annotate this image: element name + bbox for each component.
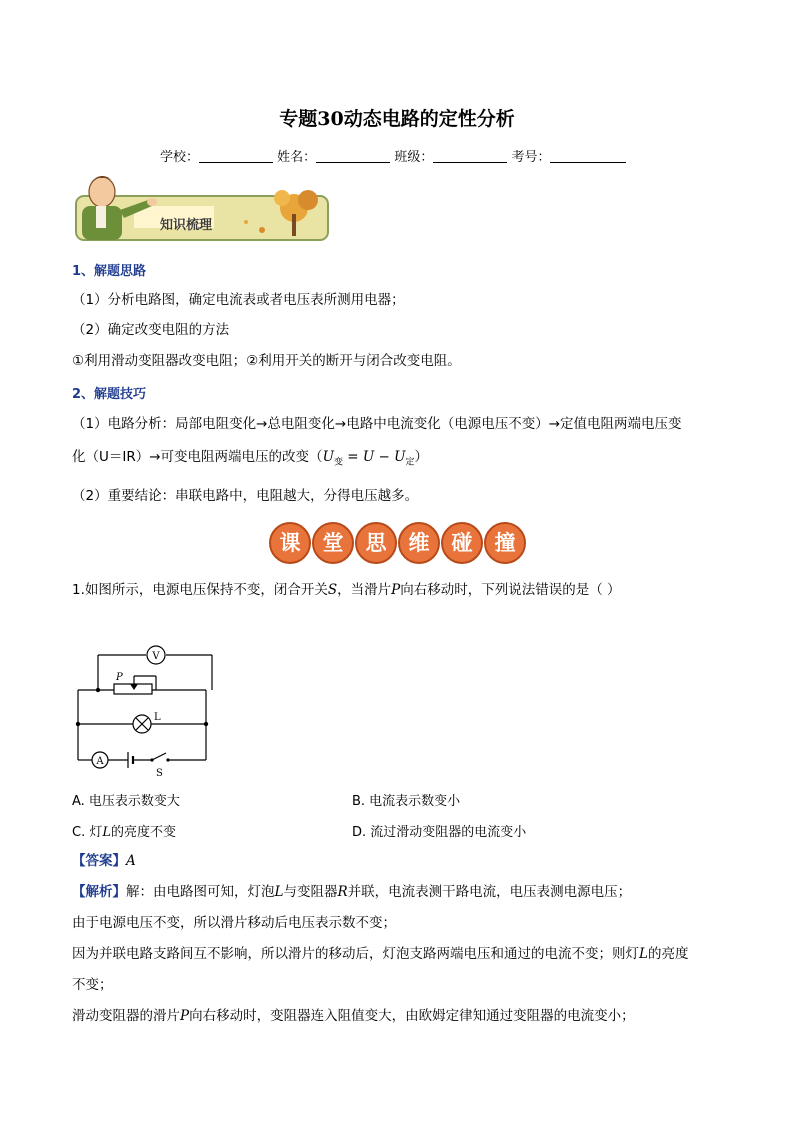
text-segment: 的亮度不变 <box>110 825 176 840</box>
var-s: S <box>327 582 338 598</box>
text-segment: 的亮度 <box>647 946 689 962</box>
var-l: L <box>274 884 284 900</box>
text-segment: 1.如图所示，电源电压保持不变，闭合开关 <box>72 582 328 598</box>
var-l: L <box>639 946 648 962</box>
option-b: B. 电流表示数变小 <box>352 794 461 809</box>
heading-problem-solving-approach: 1、解题思路 <box>72 264 147 279</box>
banner-title: 知识梳理 <box>160 218 213 233</box>
formula-sub-var: 变 <box>333 457 343 468</box>
banner-char: 碰 <box>451 531 473 555</box>
banner-char-tile <box>485 523 525 563</box>
banner-char: 堂 <box>322 531 344 555</box>
text-segment: 化（U＝IR）→可变电阻两端电压的改变（ <box>72 449 323 465</box>
text-segment: ） <box>414 449 429 465</box>
banner-char: 思 <box>365 531 387 555</box>
paragraph-methods: ①利用滑动变阻器改变电阻；②利用开关的断开与闭合改变电阻。 <box>72 353 461 369</box>
name-blank <box>316 150 390 163</box>
formula <box>322 449 415 468</box>
analysis-line-1 <box>72 882 631 902</box>
analysis-line-2: 由于电源电压不变，所以滑片移动后电压表示数不变； <box>72 915 396 931</box>
paragraph-conclusion: （2）重要结论：串联电路中，电阻越大，分得电压越多。 <box>72 488 419 504</box>
classroom-thinking-banner <box>268 520 528 570</box>
banner-char-tile <box>356 523 396 563</box>
banner-char: 课 <box>279 531 301 555</box>
var-r: R <box>337 884 348 900</box>
teacher-illustration <box>72 170 334 246</box>
circuit-diagram <box>70 640 220 784</box>
knowledge-banner <box>72 170 334 246</box>
school-label: 学校： <box>160 150 200 165</box>
banner-graphic <box>268 520 528 566</box>
circuit-svg <box>70 640 220 780</box>
formula-sub-fixed: 定 <box>405 457 415 468</box>
banner-char: 撞 <box>494 531 516 555</box>
paragraph-step-1: （1）分析电路图，确定电流表或者电压表所测用电器； <box>72 292 405 308</box>
heading-techniques: 2、解题技巧 <box>72 387 147 402</box>
analysis-line-3 <box>72 944 688 964</box>
text-segment: 向右移动时，下列说法错误的是（ ） <box>400 582 621 598</box>
text-segment: 解：由电路图可知，灯泡 <box>126 884 275 900</box>
page-title: 专题30动态电路的定性分析 <box>279 108 515 130</box>
exam-no-blank <box>550 150 626 163</box>
var-l: L <box>102 825 111 840</box>
text-segment: 与变阻器 <box>283 884 338 900</box>
text-segment: 滑动变阻器的滑片 <box>72 1008 180 1024</box>
formula-u: U <box>322 449 334 465</box>
paragraph-circuit-analysis-cont <box>72 447 428 473</box>
text-segment: 因为并联电路支路间互不影响，所以滑片的移动后，灯泡支路两端电压和通过的电流不变；则灯 <box>72 946 639 962</box>
name-label: 姓名： <box>277 150 317 165</box>
text-segment: 并联，电流表测干路电流，电压表测电源电压； <box>347 884 632 900</box>
option-a: A. 电压表示数变大 <box>72 794 180 809</box>
banner-char-tile <box>399 523 439 563</box>
formula-eq: = U − U <box>342 449 406 465</box>
analysis-line-5 <box>72 1006 635 1026</box>
answer-line <box>72 851 136 871</box>
answer-label: 【答案】 <box>72 853 126 869</box>
slider-label: P <box>116 672 123 683</box>
paragraph-circuit-analysis: （1）电路分析：局部电阻变化→总电阻变化→电路中电流变化（电源电压不变）→定值电阻两端电压变 <box>72 416 682 432</box>
answer-value: A <box>126 853 136 869</box>
voltmeter-label: V <box>152 651 160 662</box>
option-d: D. 流过滑动变阻器的电流变小 <box>352 825 527 840</box>
var-p: P <box>391 582 401 598</box>
banner-char: 维 <box>408 531 430 555</box>
text-segment: ，当滑片 <box>337 582 392 598</box>
class-label: 班级： <box>394 150 434 165</box>
paragraph-step-2: （2）确定改变电阻的方法 <box>72 322 230 338</box>
question-1-stem <box>72 580 621 600</box>
switch-label: S <box>156 768 163 779</box>
exam-no-label: 考号： <box>511 150 551 165</box>
analysis-label: 【解析】 <box>72 884 126 900</box>
banner-char-tile <box>442 523 482 563</box>
student-info-line <box>160 146 626 165</box>
analysis-line-4: 不变； <box>72 977 113 993</box>
text-segment: 向右移动时，变阻器连入阻值变大，由欧姆定律知通过变阻器的电流变小； <box>189 1008 635 1024</box>
ammeter-label: A <box>96 756 104 767</box>
school-blank <box>199 150 273 163</box>
var-p: P <box>180 1008 190 1024</box>
text-segment: C. 灯 <box>72 825 103 840</box>
lamp-label: L <box>154 712 161 723</box>
banner-char-tile <box>313 523 353 563</box>
class-blank <box>433 150 507 163</box>
option-c <box>72 821 176 840</box>
banner-char-tile <box>270 523 310 563</box>
